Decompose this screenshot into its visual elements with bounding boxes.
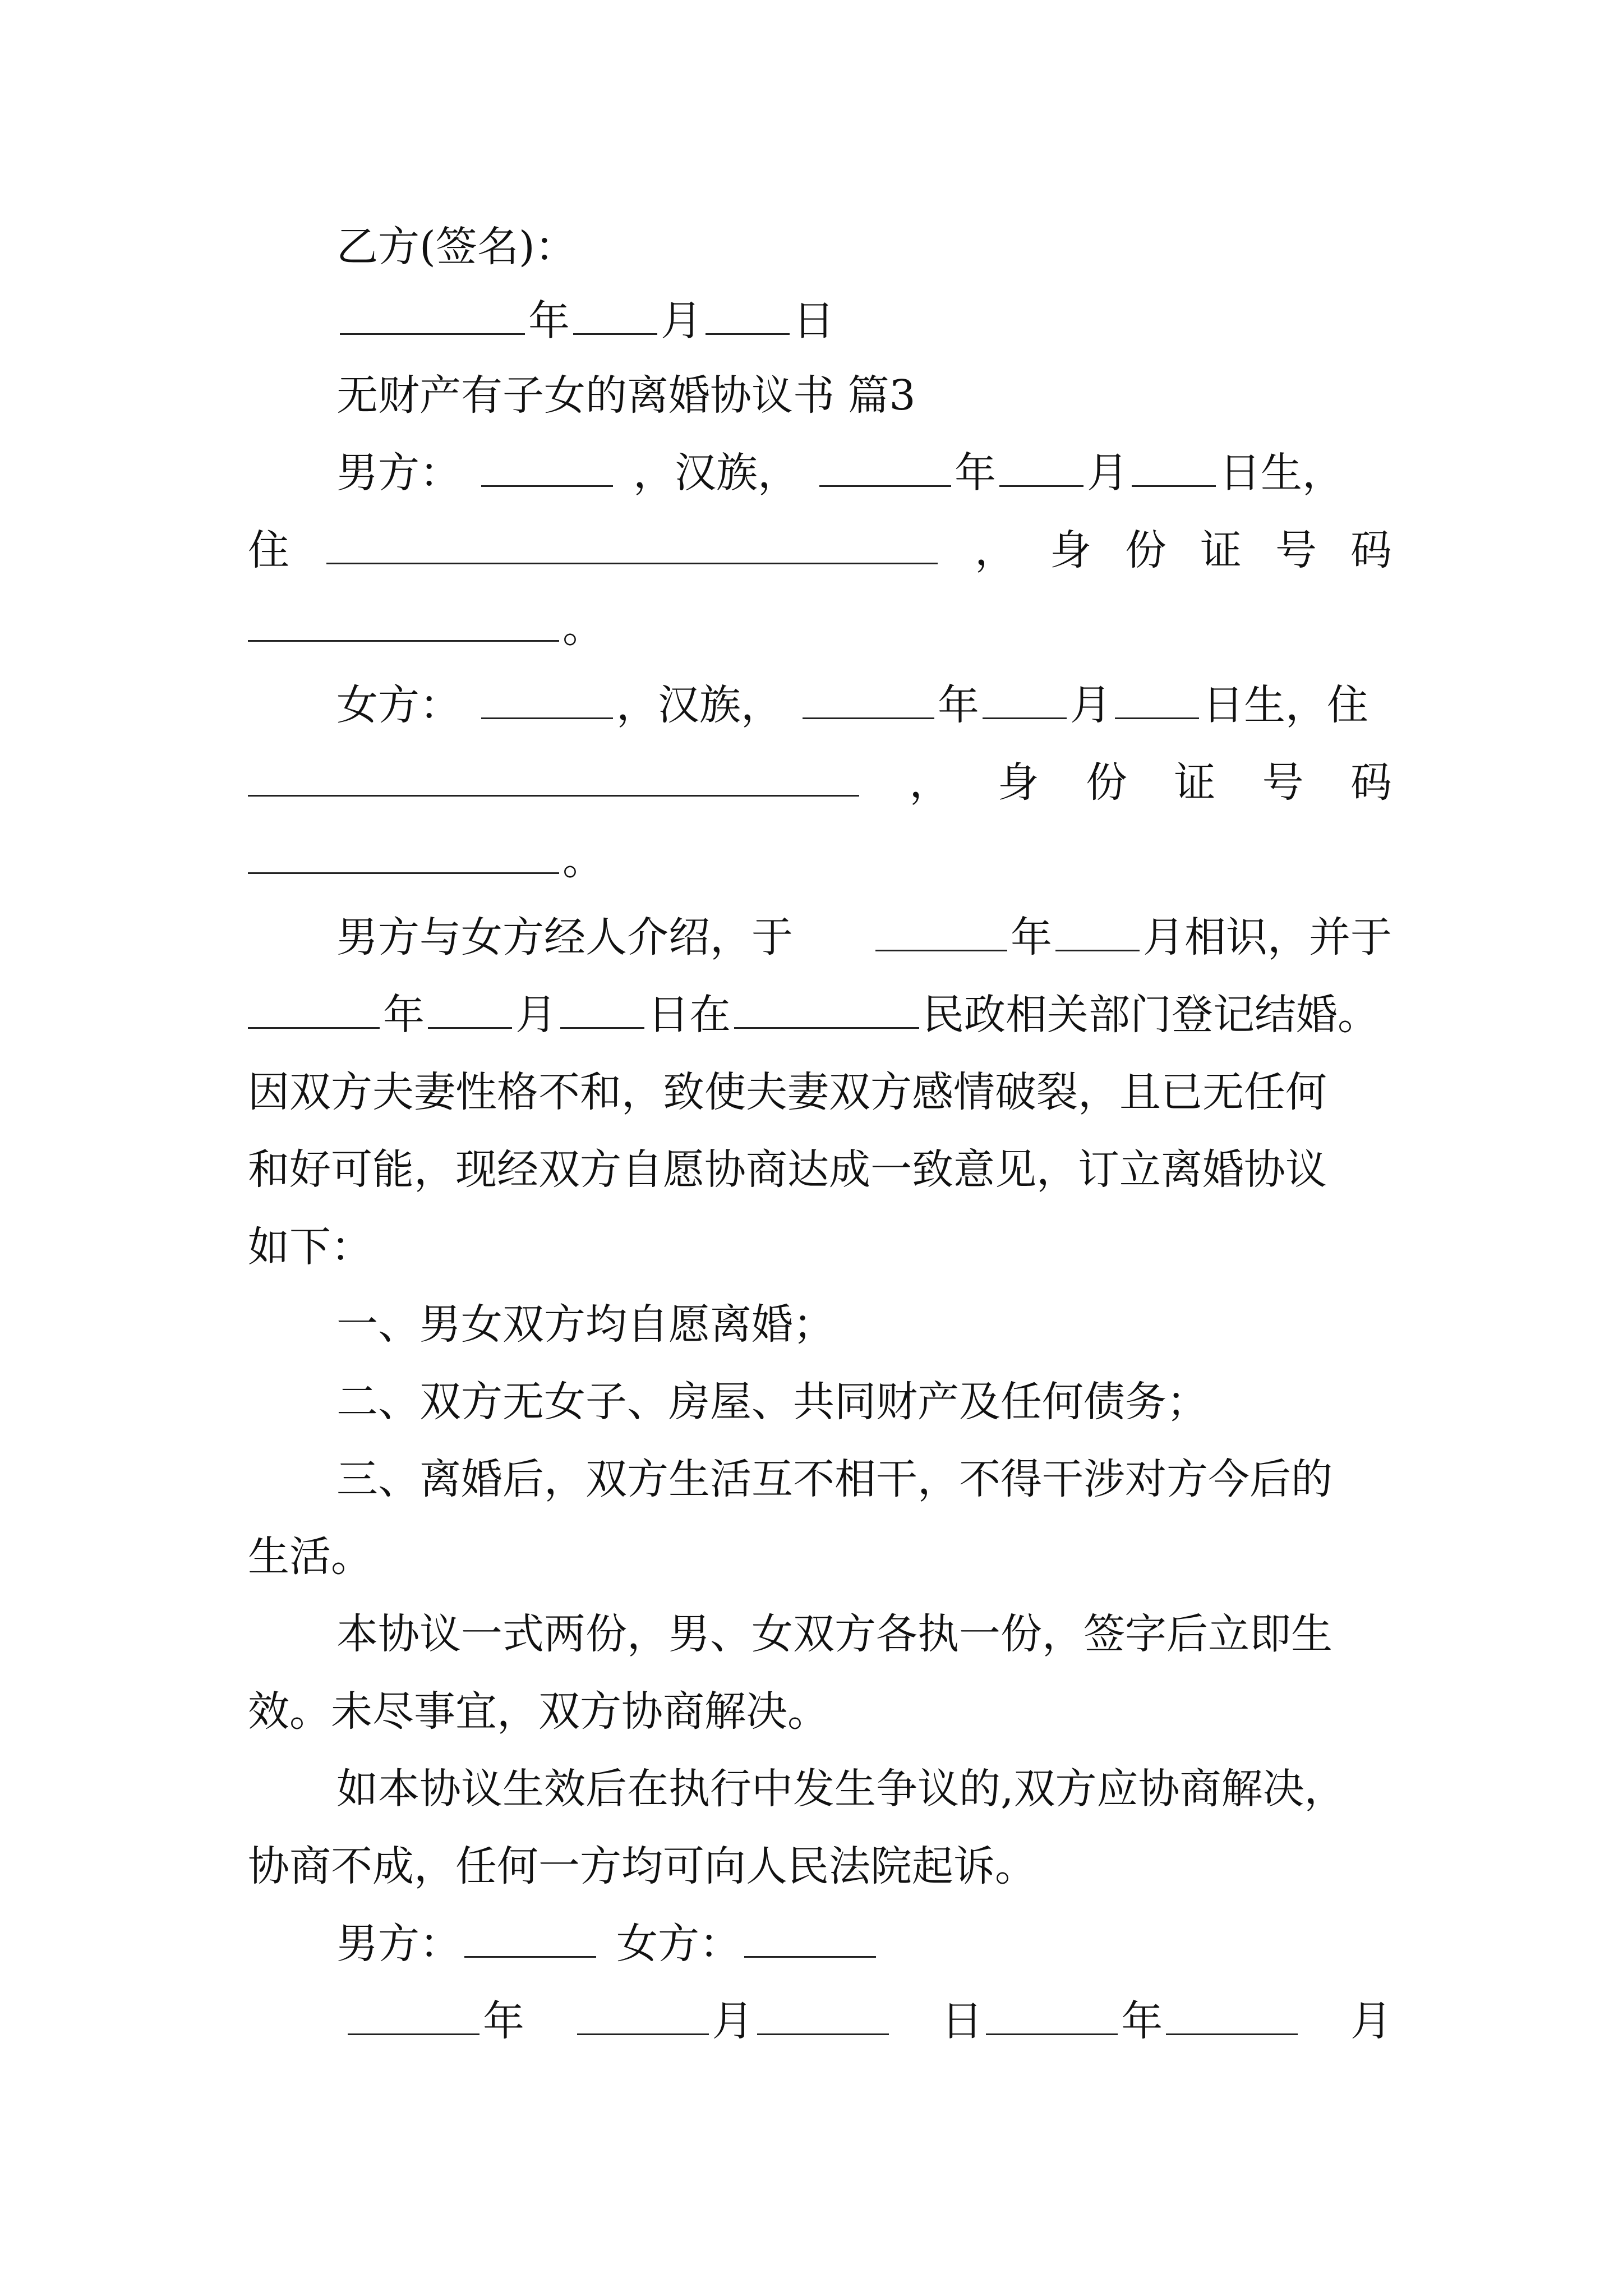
female-day-blank <box>1115 680 1199 719</box>
para2-text-a: 本协议一式两份，男、女双方各执一份，签字后立即生 <box>336 1610 1332 1658</box>
male-name-blank <box>481 448 613 487</box>
final-date-line <box>336 1993 1392 2049</box>
meet-month-label: 月相识，并于 <box>1143 913 1392 961</box>
final-day-1-blank <box>757 1996 889 2035</box>
item-1 <box>336 1296 1392 1352</box>
female-label: 女方： <box>336 681 461 729</box>
final-year-1-label: 年 <box>483 1997 524 2045</box>
para1-text-b-end: 民政相关部门登记结婚。 <box>923 991 1379 1039</box>
item-2 <box>336 1374 1392 1430</box>
male-id-number-blank <box>248 602 559 642</box>
male-period: 。 <box>562 604 604 652</box>
female-month-blank <box>983 680 1067 719</box>
party-b-signature-label: 乙方(签名)： <box>336 223 577 271</box>
item-1-text: 一、男女双方均自愿离婚； <box>336 1300 834 1349</box>
para2-line-1 <box>336 1606 1392 1662</box>
meet-month-blank <box>1055 912 1140 951</box>
male-info-line-2 <box>248 522 1392 578</box>
final-year-2-blank <box>986 1996 1118 2035</box>
party-b-signature-line <box>336 219 1392 275</box>
item-3-text-a: 三、离婚后，双方生活互不相干，不得干涉对方今后的 <box>336 1455 1332 1503</box>
para1-line-1 <box>336 909 1392 965</box>
registry-office-blank <box>734 990 919 1029</box>
marry-day-blank <box>560 990 644 1029</box>
para1-text-e: 如下： <box>248 1223 372 1271</box>
section-heading <box>336 367 1392 424</box>
male-month-label: 月 <box>1087 449 1128 497</box>
male-label: 男方： <box>336 449 461 497</box>
para1-line-2 <box>248 987 1392 1043</box>
male-year-label: 年 <box>955 449 996 497</box>
female-year-label: 年 <box>938 681 979 729</box>
female-signature-blank <box>744 1918 876 1958</box>
day-blank <box>706 296 790 335</box>
male-month-blank <box>999 448 1083 487</box>
female-signature-label: 女方： <box>616 1920 741 1968</box>
para1-line-3 <box>248 1064 1392 1120</box>
para3-text-b: 协商不成，任何一方均可向人民法院起诉。 <box>248 1842 1036 1890</box>
para3-line-2 <box>248 1838 1392 1894</box>
male-year-blank <box>819 448 951 487</box>
final-day-1-label: 日 <box>941 1997 983 2045</box>
marry-year-blank <box>248 990 380 1029</box>
item-3-line-1 <box>336 1451 1392 1507</box>
female-ethnicity: ，汉族， <box>616 681 782 729</box>
month-blank <box>573 296 657 335</box>
female-id-char: 身 <box>997 758 1039 807</box>
male-id-char: 码 <box>1350 526 1392 574</box>
female-address-blank <box>248 757 859 797</box>
female-year-blank <box>803 680 934 719</box>
marry-month-blank <box>428 990 512 1029</box>
date-line <box>336 293 1392 349</box>
female-info-line-1 <box>336 677 1392 733</box>
final-month-2-label: 月 <box>1350 1997 1392 2045</box>
female-id-char: 证 <box>1174 758 1216 807</box>
para1-text-d: 和好可能，现经双方自愿协商达成一致意见，订立离婚协议 <box>248 1145 1327 1194</box>
marry-month-label: 月 <box>515 991 557 1039</box>
male-born-label: 日生， <box>1219 449 1344 497</box>
day-label: 日 <box>793 297 834 345</box>
female-period: 。 <box>562 836 604 884</box>
male-comma: ， <box>975 526 1016 574</box>
female-born-label: 日生，住 <box>1202 681 1368 729</box>
final-month-1-blank <box>577 1996 709 2035</box>
female-month-label: 月 <box>1070 681 1112 729</box>
female-id-char: 份 <box>1085 758 1127 807</box>
para1-text-c: 因双方夫妻性格不和，致使夫妻双方感情破裂，且已无任何 <box>248 1068 1327 1116</box>
signature-line <box>336 1916 1392 1972</box>
meet-year-blank <box>875 912 1007 951</box>
female-id-number-blank <box>248 835 559 874</box>
para2-text-b: 效。未尽事宜，双方协商解决。 <box>248 1687 829 1736</box>
male-address-blank <box>326 525 938 564</box>
female-id-char: 号 <box>1262 758 1304 807</box>
male-signature-label: 男方： <box>336 1920 461 1968</box>
male-day-blank <box>1132 448 1216 487</box>
female-info-line-3 <box>248 832 1392 888</box>
final-year-1-blank <box>348 1996 479 2035</box>
year-label: 年 <box>528 297 570 345</box>
marry-day-label: 日在 <box>648 991 731 1039</box>
male-id-char: 份 <box>1125 526 1166 574</box>
male-id-char: 身 <box>1050 526 1091 574</box>
female-id-char: 码 <box>1350 758 1392 807</box>
item-3-line-2 <box>248 1529 1392 1585</box>
male-residence-label: 住 <box>248 526 289 574</box>
final-month-2-blank <box>1166 1996 1298 2035</box>
para1-line-5 <box>248 1219 1392 1275</box>
meet-year-label: 年 <box>1011 913 1052 961</box>
final-month-1-label: 月 <box>712 1997 754 2045</box>
marry-year-label: 年 <box>383 991 425 1039</box>
heading-text: 无财产有子女的离婚协议书 篇3 <box>336 371 916 420</box>
item-2-text: 二、双方无女子、房屋、共同财产及任何债务； <box>336 1378 1208 1426</box>
male-id-char: 证 <box>1200 526 1242 574</box>
male-info-line-3 <box>248 600 1392 656</box>
final-year-2-label: 年 <box>1121 1997 1163 2045</box>
year-blank <box>340 296 525 335</box>
item-3-text-b: 生活。 <box>248 1533 372 1581</box>
para1-line-4 <box>248 1142 1392 1198</box>
para3-line-1 <box>336 1761 1392 1817</box>
female-comma: ， <box>909 758 951 807</box>
male-info-line-1 <box>336 445 1392 501</box>
month-label: 月 <box>661 297 702 345</box>
female-name-blank <box>481 680 613 719</box>
para3-text-a: 如本协议生效后在执行中发生争议的,双方应协商解决， <box>336 1765 1346 1813</box>
male-id-char: 号 <box>1275 526 1317 574</box>
para2-line-2 <box>248 1683 1392 1740</box>
female-info-line-2 <box>248 754 1392 811</box>
male-signature-blank <box>464 1918 596 1958</box>
para1-text-a: 男方与女方经人介绍，于 <box>336 913 793 961</box>
male-ethnicity: ，汉族， <box>633 449 799 497</box>
